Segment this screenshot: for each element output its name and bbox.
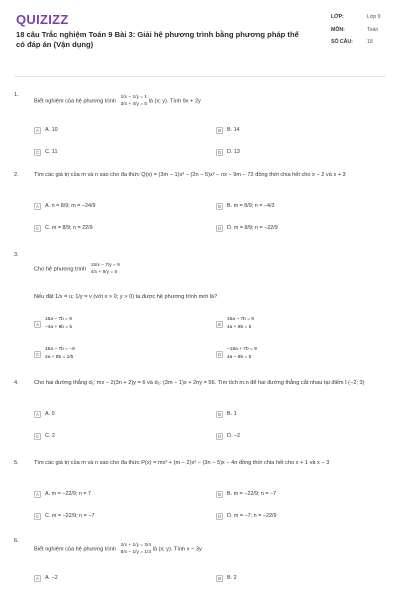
option-c[interactable] [34, 344, 75, 364]
option-text: D. −2 [227, 433, 241, 439]
option-text: A. 0 [45, 411, 55, 417]
option-system [227, 346, 257, 362]
question-text [34, 542, 386, 556]
question-text: Tìm các giá trị của m và n sao cho đa thức P(x) = mx³ + (m − 2)x² − (3n − 5)x − 4n đồng thời chia hết cho x + 1 và x − 3 [34, 460, 330, 466]
option-letter: B [216, 491, 223, 498]
option-equation-2: 4a + 9b = 1/5 [45, 355, 74, 360]
question-stem-end: là (x; y). Tính x − 3y [152, 546, 202, 553]
question-number: 2. [14, 172, 19, 178]
option-equation-1: 15a − 7b = 9 [227, 317, 254, 322]
option-text: B. 2 [227, 575, 237, 581]
option-equation-1: 15a − 7b = 9 [45, 317, 72, 322]
question-subtext: Nếu đặt 1/x = u; 1/y = v (với x > 0; y > 0) ta được hệ phương trình mới là? [34, 294, 218, 300]
option-text: B. m = −22/9; n = −7 [227, 491, 277, 497]
option-letter: D [217, 225, 222, 231]
option-a[interactable] [34, 572, 58, 584]
option-system [45, 316, 72, 332]
grade-label: LỚP: [331, 14, 344, 20]
option-letter: C [35, 433, 40, 439]
option-d[interactable] [216, 344, 257, 364]
option-letter: A [34, 127, 41, 134]
option-letter: B [216, 575, 223, 582]
option-text: B. m = 8/9; n = −4/3 [227, 203, 275, 209]
page-header [0, 0, 400, 78]
option-equation-2: 4a + 9b = 5 [227, 325, 252, 330]
option-letter: C [35, 225, 40, 231]
question-number: 5. [14, 460, 19, 466]
option-text: C. m = 8/9; n = 22/9 [45, 225, 93, 231]
option-d[interactable] [216, 146, 240, 158]
option-c[interactable] [34, 430, 55, 442]
option-text: C. m = −22/9; n = −7 [45, 513, 95, 519]
equation-2: 8/x − 1/y = 1/3 [120, 550, 152, 555]
equation-2: 4/x + 9/y = 5 [90, 270, 118, 275]
question-text [34, 94, 386, 108]
option-letter: A [34, 203, 41, 210]
option-letter: A [34, 321, 41, 328]
option-a[interactable] [34, 488, 91, 500]
option-letter: D [217, 513, 222, 519]
option-c[interactable] [34, 510, 94, 522]
option-letter: D [217, 149, 222, 155]
question-text: Cho hai đường thẳng d₁: mx − 2(3n + 2)y = 6 và d₂: (3m − 1)x + 2ny = 56. Tìm tích m.n để hai đường thẳng cắt nhau tại điểm I (−2; 3) [34, 380, 365, 386]
option-letter: B [216, 321, 223, 328]
option-b[interactable] [216, 488, 276, 500]
option-equation-1: 15a − 7b = −9 [45, 347, 75, 352]
equation-2: 3/x + 4/y = 5 [120, 102, 148, 107]
subject-value: Toán [367, 26, 379, 33]
option-c[interactable] [34, 146, 57, 158]
option-system [227, 316, 254, 332]
option-text: A. n = 8/9; m = −24/9 [45, 203, 96, 209]
option-d[interactable] [216, 430, 240, 442]
question-count-value: 18 [367, 39, 373, 45]
option-system [45, 346, 75, 362]
option-letter: B [216, 203, 223, 210]
equation-system [121, 94, 147, 108]
subject-label: MÔN: [331, 26, 345, 33]
option-text: D. m = 8/9; n = −22/9 [227, 225, 278, 231]
option-text: B. 14 [227, 127, 240, 133]
quizizz-logo: QUIZIZZ [16, 12, 69, 27]
question-text [34, 262, 386, 276]
option-letter: D [217, 351, 222, 357]
option-letter: A [34, 575, 41, 582]
option-letter: C [35, 513, 40, 519]
question-number: 4. [14, 380, 19, 386]
question-stem: Biết nghiệm của hệ phương trình [34, 546, 117, 553]
option-text: D. 13 [227, 149, 240, 155]
option-d[interactable] [216, 510, 276, 522]
option-letter: B [216, 127, 223, 134]
equation-system [91, 262, 120, 276]
question-count-label: SỐ CÂU: [331, 39, 353, 45]
option-d[interactable] [216, 222, 278, 234]
option-letter: D [217, 433, 222, 439]
quiz-title: 18 câu Trắc nghiệm Toán 9 Bài 3: Giải hệ phương trình bằng phương pháp thế có đáp án (Vận dụng) [16, 30, 299, 49]
header-divider [14, 76, 386, 77]
option-text: A. m = −22/9; n = 7 [45, 491, 91, 497]
option-text: C. 11 [45, 149, 58, 155]
question-stem-end: là (x; y). Tính 9x + 2y [148, 98, 201, 105]
option-text: A. −2 [45, 575, 58, 581]
option-a[interactable] [34, 200, 96, 212]
question-number: 3. [14, 252, 19, 258]
question-text: Tìm các giá trị của m và n sao cho đa thức Q(x) = (3m − 1)x³ − (2n − 5)x² − nx − 9m − 72 đồng thời chia hết cho x − 2 và x + 3 [34, 172, 346, 178]
question-stem: Biết nghiệm của hệ phương trình [34, 98, 117, 105]
option-letter: C [35, 149, 40, 155]
option-a[interactable] [34, 408, 55, 420]
option-text: B. 1 [227, 411, 237, 417]
equation-1: 2/x + 1/y = 3/4 [120, 543, 152, 548]
option-equation-1: −15a + 7b = 9 [227, 347, 257, 352]
option-a[interactable] [34, 314, 72, 334]
option-text: C. 2 [45, 433, 55, 439]
option-text: D. m = −7; n = −22/9 [227, 513, 277, 519]
grade-value: Lớp 9 [367, 14, 381, 20]
equation-system [121, 542, 151, 556]
option-letter: C [35, 351, 40, 357]
option-letter: A [34, 491, 41, 498]
option-equation-2: 4a − 9b = 5 [227, 355, 252, 360]
option-b[interactable] [216, 408, 237, 420]
equation-1: 15/x − 7/y = 9 [90, 263, 120, 268]
question-number: 6. [14, 538, 19, 544]
option-letter: B [216, 411, 223, 418]
question-number: 1. [14, 92, 19, 98]
option-a[interactable] [34, 124, 58, 136]
equation-1: 1/x − 1/y = 1 [120, 95, 148, 100]
option-b[interactable] [216, 124, 240, 136]
quiz-meta [331, 14, 391, 52]
option-b[interactable] [216, 200, 275, 212]
option-equation-2: −4a + 9b = 5 [45, 325, 73, 330]
option-letter: A [34, 411, 41, 418]
option-text: A. 10 [45, 127, 58, 133]
question-stem: Cho hệ phương trình [34, 266, 87, 273]
option-b[interactable] [216, 572, 237, 584]
option-c[interactable] [34, 222, 93, 234]
option-b[interactable] [216, 314, 254, 334]
